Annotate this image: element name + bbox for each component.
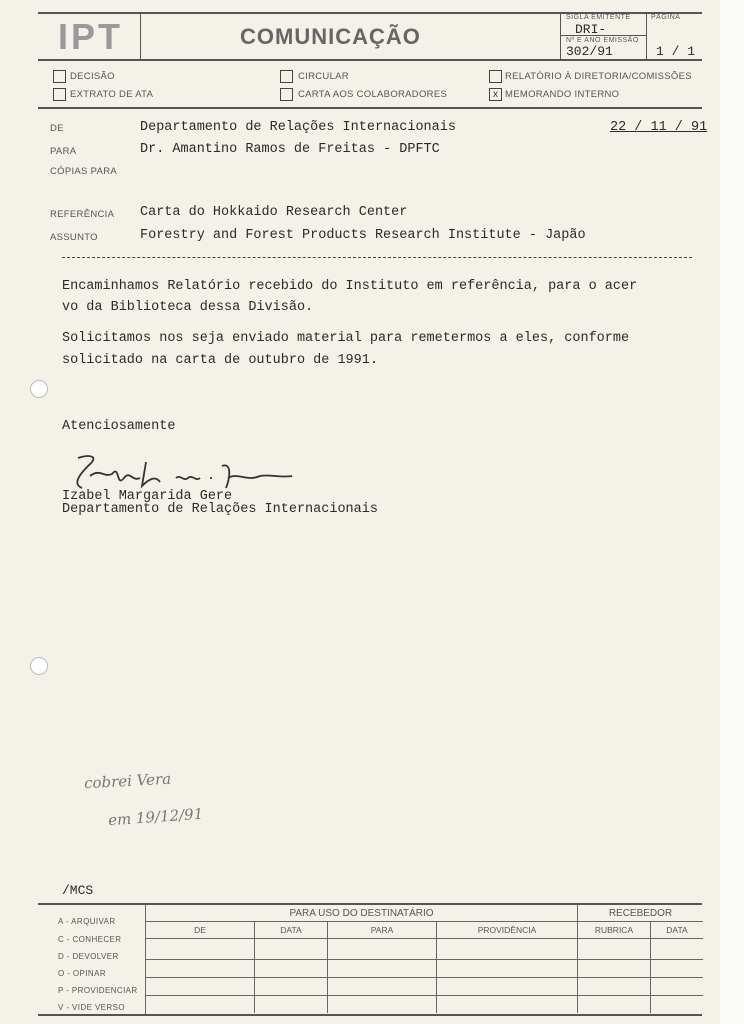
action-label: O - OPINAR bbox=[58, 969, 107, 978]
checkbox-relatorio-diretoria[interactable] bbox=[489, 70, 502, 83]
checkbox-label: DECISÃO bbox=[70, 71, 115, 82]
scan-edge bbox=[720, 0, 744, 1024]
pagina-value: 1 / 1 bbox=[656, 44, 696, 59]
body-line: vo da Biblioteca dessa Divisão. bbox=[62, 300, 314, 315]
column-header: PARA bbox=[328, 922, 437, 939]
para-value: Dr. Amantino Ramos de Freitas - DPFTC bbox=[140, 142, 440, 157]
table-row bbox=[146, 996, 704, 1014]
referencia-label: REFERÊNCIA bbox=[50, 209, 115, 220]
action-label: C - CONHECER bbox=[58, 935, 122, 944]
checkbox-memorando-interno[interactable]: x bbox=[489, 88, 502, 101]
referencia-value: Carta do Hokkaido Research Center bbox=[140, 205, 408, 220]
punch-hole bbox=[30, 380, 48, 398]
signer-department: Departamento de Relações Internacionais bbox=[62, 502, 378, 517]
numero-label: Nº E ANO EMISSÃO bbox=[566, 37, 639, 44]
group-header: RECEBEDOR bbox=[578, 905, 704, 922]
checkbox-label: MEMORANDO INTERNO bbox=[505, 89, 620, 100]
handwritten-note: cobrei Vera bbox=[83, 769, 172, 793]
column-header: PROVIDÊNCIA bbox=[437, 922, 578, 939]
table-row bbox=[146, 960, 704, 978]
de-label: DE bbox=[50, 123, 64, 134]
checkbox-label: RELATÓRIO À DIRETORIA/COMISSÕES bbox=[505, 71, 692, 82]
divider bbox=[560, 12, 561, 60]
rule bbox=[38, 59, 702, 61]
ipt-logo: IPT bbox=[58, 16, 124, 57]
divider bbox=[140, 12, 141, 60]
pagina-label: PÁGINA bbox=[651, 14, 681, 21]
para-label: PARA bbox=[50, 146, 77, 157]
action-label: D - DEVOLVER bbox=[58, 952, 119, 961]
typist-initials: /MCS bbox=[62, 883, 94, 898]
sigla-value: DRI- bbox=[575, 22, 607, 37]
checkbox-label: CARTA AOS COLABORADORES bbox=[298, 89, 448, 100]
table-row bbox=[146, 978, 704, 996]
divider bbox=[646, 12, 647, 60]
checkbox-carta-colaboradores[interactable] bbox=[280, 88, 293, 101]
signer-name: Izabel Margarida Gere bbox=[62, 489, 233, 504]
action-label: A - ARQUIVAR bbox=[58, 917, 116, 926]
punch-hole bbox=[30, 657, 48, 675]
assunto-value: Forestry and Forest Products Research Institute - Japão bbox=[140, 228, 586, 243]
table-row bbox=[146, 939, 704, 960]
date-value: 22 / 11 / 91 bbox=[610, 120, 708, 135]
sigla-label: SIGLA EMITENTE bbox=[566, 14, 631, 21]
body-line: Solicitamos nos seja enviado material para remetermos a eles, conforme bbox=[62, 331, 630, 346]
action-label: P - PROVIDENCIAR bbox=[58, 986, 138, 995]
checkbox-label: CIRCULAR bbox=[298, 71, 349, 82]
action-label: V - VIDE VERSO bbox=[58, 1003, 125, 1012]
checkbox-label: EXTRATO DE ATA bbox=[70, 89, 154, 100]
numero-value: 302/91 bbox=[566, 44, 613, 59]
routing-table bbox=[145, 905, 703, 1013]
rule bbox=[38, 107, 702, 109]
copias-label: CÓPIAS PARA bbox=[50, 166, 118, 177]
rule bbox=[38, 1014, 702, 1016]
checkbox-circular[interactable] bbox=[280, 70, 293, 83]
closing: Atenciosamente bbox=[62, 419, 176, 434]
body-line: Encaminhamos Relatório recebido do Instituto em referência, para o acer bbox=[62, 279, 638, 294]
column-header: DE bbox=[146, 922, 255, 939]
body-line: solicitado na carta de outubro de 1991. bbox=[62, 353, 378, 368]
checkbox-extrato-de-ata[interactable] bbox=[53, 88, 66, 101]
form-title: COMUNICAÇÃO bbox=[240, 24, 421, 49]
column-header: DATA bbox=[255, 922, 328, 939]
dashed-separator bbox=[62, 257, 692, 258]
handwritten-note: em 19/12/91 bbox=[107, 804, 204, 830]
column-header: RUBRICA bbox=[578, 922, 651, 939]
checkbox-decisao[interactable] bbox=[53, 70, 66, 83]
assunto-label: ASSUNTO bbox=[50, 232, 98, 243]
group-header: PARA USO DO DESTINATÁRIO bbox=[146, 905, 578, 922]
de-value: Departamento de Relações Internacionais bbox=[140, 120, 456, 135]
column-header: DATA bbox=[651, 922, 704, 939]
